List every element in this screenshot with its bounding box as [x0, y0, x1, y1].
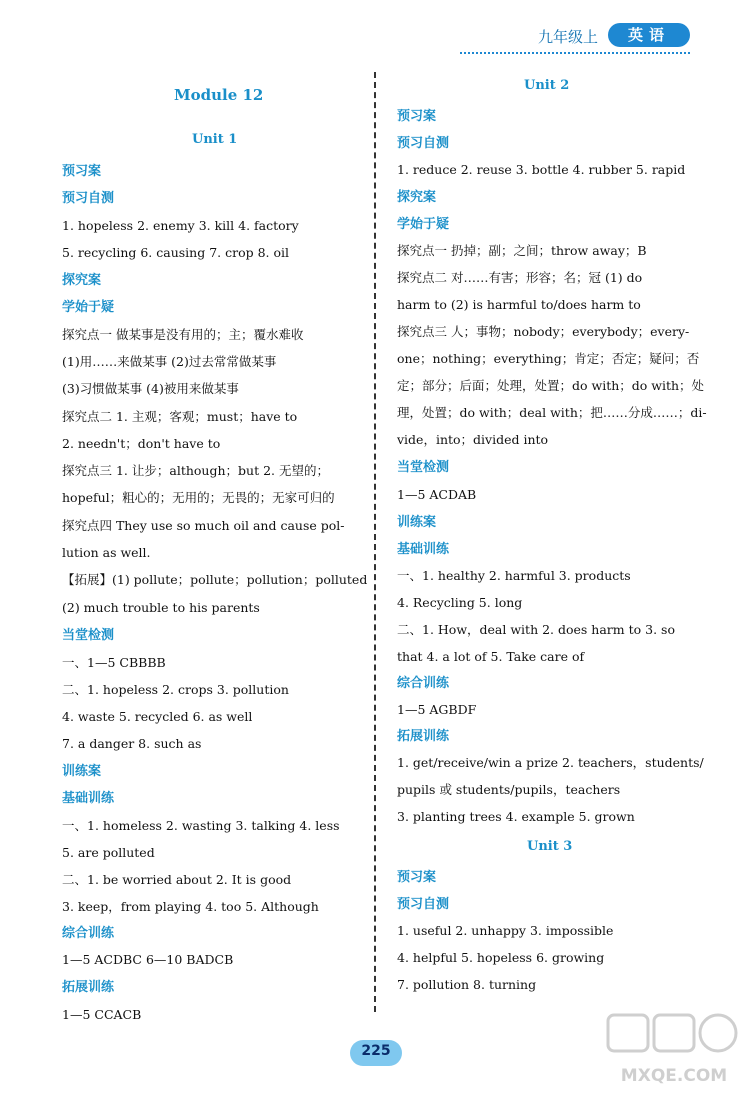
answer-line: 探究点四 They use so much oil and cause pol- [62, 518, 345, 533]
page-header [460, 22, 690, 56]
column-divider [374, 72, 376, 1012]
subject-badge: 英语 [608, 23, 690, 47]
answer-line: 3. planting trees 4. example 5. grown [397, 809, 635, 824]
answer-line: (2) much trouble to his parents [62, 600, 260, 615]
answer-line: 1. useful 2. unhappy 3. impossible [397, 923, 614, 938]
answer-line: 一、1. homeless 2. wasting 3. talking 4. less [62, 818, 340, 833]
subsection-heading: 学始于疑 [62, 300, 115, 315]
answer-line: 一、1. healthy 2. harmful 3. products [397, 568, 631, 583]
section-heading: 预习案 [397, 109, 437, 124]
answer-line: 1—5 ACDBC 6—10 BADCB [62, 952, 234, 967]
answer-line: 理，处置；do with；deal with；把……分成……；di- [397, 405, 707, 420]
answer-line: 探究点一 做某事是没有用的；主；覆水难收 [62, 327, 304, 342]
answer-line: (1)用……来做某事 (2)过去常常做某事 [62, 354, 277, 369]
section-heading: 训练案 [397, 515, 437, 530]
answer-line: (3)习惯做某事 (4)被用来做某事 [62, 381, 239, 396]
subsection-heading: 预习自测 [62, 191, 115, 206]
subsection-heading: 综合训练 [397, 676, 450, 691]
watermark-text: MXQE.COM [620, 1066, 728, 1086]
answer-line: 【拓展】(1) pollute；pollute；pollution；polluted [62, 572, 368, 587]
answer-line: 1. reduce 2. reuse 3. bottle 4. rubber 5. rapid [397, 162, 686, 177]
section-heading: 探究案 [397, 190, 437, 205]
answer-line: 1—5 CCACB [62, 1007, 142, 1022]
answer-line: 探究点三 人；事物；nobody；everybody；every- [397, 324, 690, 339]
unit-1-heading: Unit 1 [192, 132, 238, 147]
answer-line: that 4. a lot of 5. Take care of [397, 649, 585, 664]
section-heading: 训练案 [62, 764, 102, 779]
answer-line: 5. are polluted [62, 845, 155, 860]
answer-line: pupils 或 students/pupils，teachers [397, 782, 621, 797]
answer-line: lution as well. [62, 545, 151, 560]
answer-line: 3. keep，from playing 4. too 5. Although [62, 899, 319, 914]
subsection-heading: 拓展训练 [62, 980, 115, 995]
answer-line: 2. needn't；don't have to [62, 436, 221, 451]
grade-label: 九年级上 [537, 28, 598, 46]
section-heading: 当堂检测 [397, 460, 450, 475]
answer-line: 5. recycling 6. causing 7. crop 8. oil [62, 245, 289, 260]
answer-line: 1—5 ACDAB [397, 487, 477, 502]
subsection-heading: 拓展训练 [397, 729, 450, 744]
answer-line: 定；部分；后面；处理，处置；do with；do with；处 [397, 378, 705, 393]
answer-line: 探究点一 扔掉；副；之间；throw away；B [397, 243, 647, 258]
answer-line: 7. pollution 8. turning [397, 977, 537, 992]
section-heading: 当堂检测 [62, 628, 115, 643]
section-heading: 预习案 [397, 870, 437, 885]
answer-line: 探究点三 1. 让步；although；but 2. 无望的； [62, 463, 329, 478]
answer-line: one；nothing；everything；肯定；否定；疑问；否 [397, 351, 700, 366]
page-number-badge [350, 1040, 402, 1066]
subsection-heading: 预习自测 [397, 136, 450, 151]
unit-2-heading: Unit 2 [524, 78, 570, 93]
answer-line: harm to (2) is harmful to/does harm to [397, 297, 641, 312]
answer-line: 4. waste 5. recycled 6. as well [62, 709, 253, 724]
unit-3-heading: Unit 3 [527, 839, 573, 854]
answer-line: 探究点二 1. 主观；客观；must；have to [62, 409, 298, 424]
header-rule [460, 52, 690, 54]
answer-line: 二、1. hopeless 2. crops 3. pollution [62, 682, 289, 697]
answer-line: 二、1. How，deal with 2. does harm to 3. so [397, 622, 675, 637]
watermark-logo [606, 1011, 742, 1089]
answer-line: 1. get/receive/win a prize 2. teachers，students/ [397, 755, 704, 770]
answer-line: 1—5 AGBDF [397, 702, 477, 717]
section-heading: 探究案 [62, 273, 102, 288]
subsection-heading: 综合训练 [62, 926, 115, 941]
answer-line: 1. hopeless 2. enemy 3. kill 4. factory [62, 218, 299, 233]
answer-line: 探究点二 对……有害；形容；名；冠 (1) do [397, 270, 643, 285]
answer-line: 4. Recycling 5. long [397, 595, 523, 610]
answer-line: 7. a danger 8. such as [62, 736, 202, 751]
answer-line: 4. helpful 5. hopeless 6. growing [397, 950, 605, 965]
answer-line: 一、1—5 CBBBB [62, 655, 166, 670]
section-heading: 预习案 [62, 164, 102, 179]
subsection-heading: 学始于疑 [397, 217, 450, 232]
module-title: Module 12 [174, 86, 264, 104]
answer-line: hopeful；粗心的；无用的；无畏的；无家可归的 [62, 490, 335, 505]
subsection-heading: 基础训练 [62, 791, 115, 806]
subsection-heading: 预习自测 [397, 897, 450, 912]
answer-line: vide，into；divided into [397, 432, 549, 447]
answer-line: 二、1. be worried about 2. It is good [62, 872, 292, 887]
page-number: 225 [361, 1043, 391, 1059]
subsection-heading: 基础训练 [397, 542, 450, 557]
